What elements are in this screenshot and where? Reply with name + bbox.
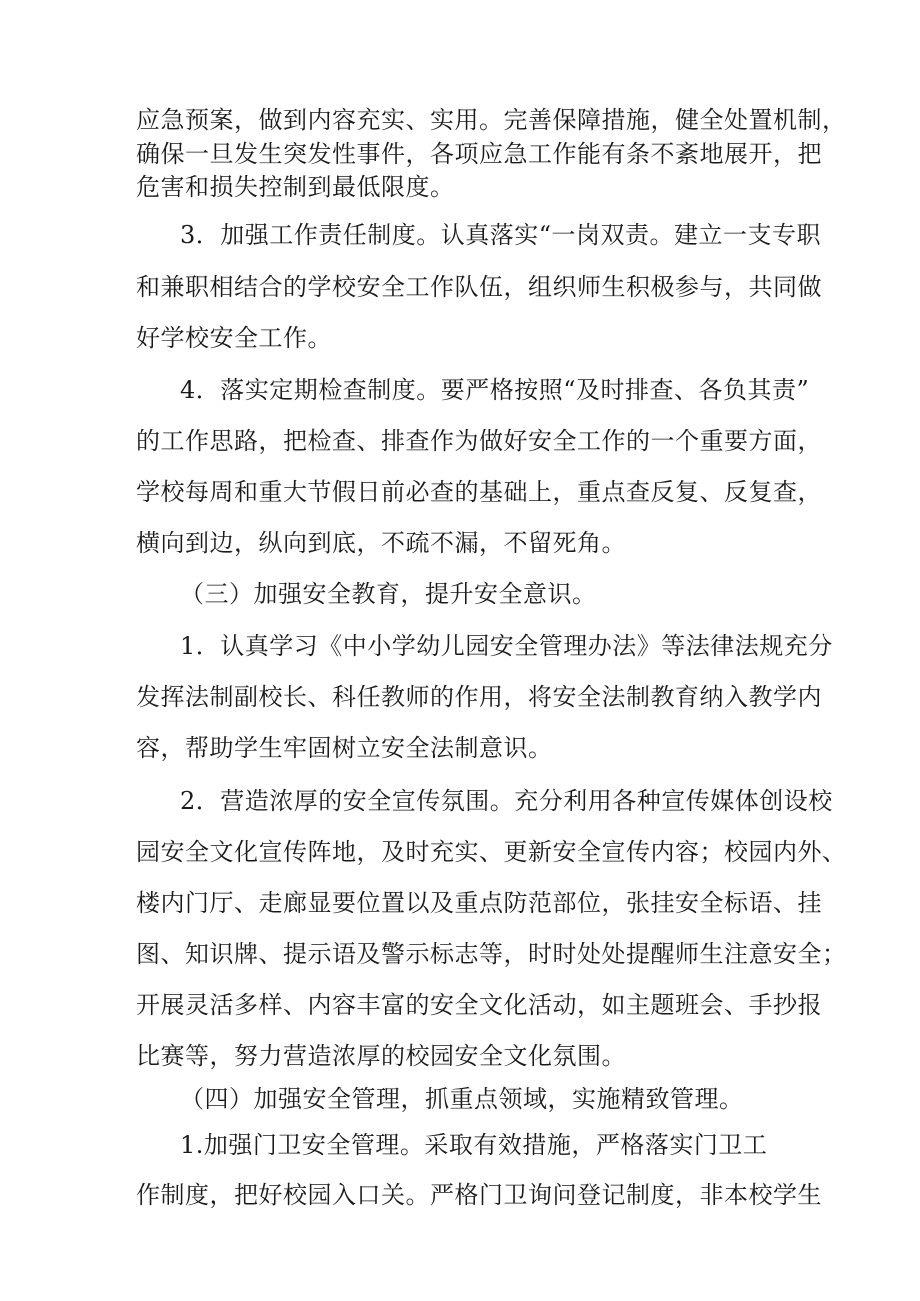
section-heading: （三）加强安全教育，提升安全意识。 xyxy=(180,580,597,608)
paragraph-line: 学校每周和重大节假日前必查的基础上，重点查反复、反复查， xyxy=(136,478,822,506)
paragraph-line: 和兼职相结合的学校安全工作队伍，组织师生积极参与，共同做 xyxy=(136,273,822,301)
paragraph-line: 1．认真学习《中小学幼儿园安全管理办法》等法律法规充分 xyxy=(180,632,833,660)
paragraph-line: 1.加强门卫安全管理。采取有效措施，严格落实门卫工 xyxy=(180,1131,768,1159)
paragraph-line: 3．加强工作责任制度。认真落实“一岗双责。建立一支专职 xyxy=(180,221,822,249)
paragraph-line: 发挥法制副校长、科任教师的作用，将安全法制教育纳入教学内 xyxy=(136,683,822,711)
paragraph-line: 容，帮助学生牢固树立安全法制意识。 xyxy=(136,734,553,762)
paragraph-line: 图、知识牌、提示语及警示标志等，时时处处提醒师生注意安全； xyxy=(136,940,847,968)
paragraph-line: 的工作思路，把检查、排查作为做好安全工作的一个重要方面， xyxy=(136,427,822,455)
paragraph-line: 楼内门厅、走廊显要位置以及重点防范部位，张挂安全标语、挂 xyxy=(136,889,822,917)
paragraph-line: 作制度，把好校园入口关。严格门卫询问登记制度，非本校学生 xyxy=(136,1181,822,1209)
paragraph-line: 开展灵活多样、内容丰富的安全文化活动，如主题班会、手抄报 xyxy=(136,991,822,1019)
paragraph-line: 2．营造浓厚的安全宣传氛围。充分利用各种宣传媒体创设校 xyxy=(180,787,833,815)
paragraph-line: 4．落实定期检查制度。要严格按照“及时排查、各负其责” xyxy=(180,376,810,404)
paragraph-line: 应急预案，做到内容充实、实用。完善保障措施，健全处置机制， xyxy=(136,106,847,134)
section-heading: （四）加强安全管理，抓重点领域，实施精致管理。 xyxy=(180,1085,744,1113)
paragraph-line: 横向到边，纵向到底，不疏不漏，不留死角。 xyxy=(136,529,626,557)
paragraph-line: 确保一旦发生突发性事件，各项应急工作能有条不紊地展开，把 xyxy=(136,140,822,168)
paragraph-line: 危害和损失控制到最低限度。 xyxy=(136,173,455,201)
paragraph-line: 比赛等，努力营造浓厚的校园安全文化氛围。 xyxy=(136,1042,626,1070)
paragraph-line: 园安全文化宣传阵地，及时充实、更新安全宣传内容；校园内外、 xyxy=(136,838,847,866)
paragraph-line: 好学校安全工作。 xyxy=(136,324,332,352)
